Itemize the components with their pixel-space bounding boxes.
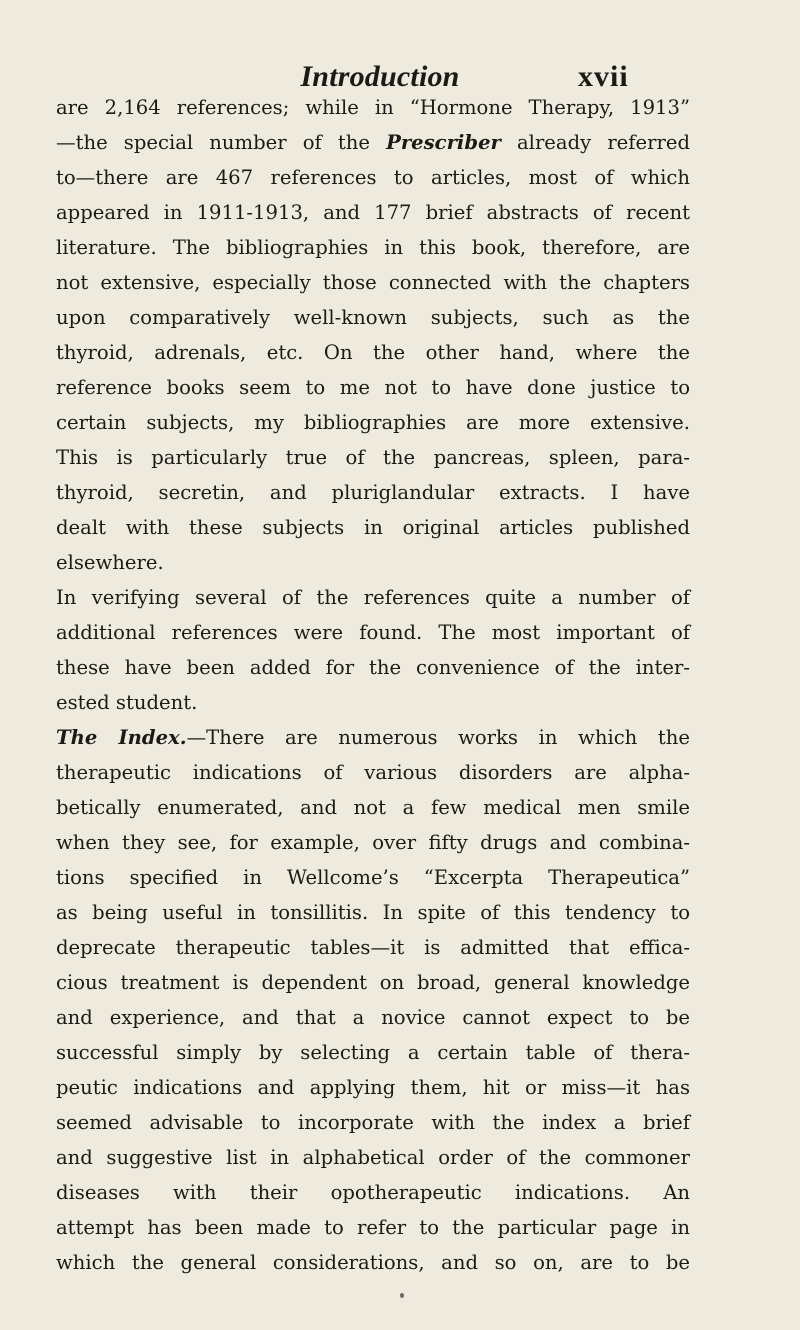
text-line: In verifying several of the references quite a number of	[56, 586, 690, 609]
text-line: therapeutic indications of various disorders are alpha-	[56, 761, 690, 784]
text-line: not extensive, especially those connected with the chapters	[56, 271, 690, 294]
text-line: which the general considerations, and so on, are to be	[56, 1251, 690, 1274]
text-line	[56, 720, 690, 755]
text-line: This is particularly true of the pancreas, spleen, para-	[56, 446, 690, 469]
text-line: cious treatment is dependent on broad, general knowledge	[56, 971, 690, 994]
text-line: as being useful in tonsillitis. In spite of this tendency to	[56, 901, 690, 924]
text-line: elsewhere.	[56, 551, 164, 574]
text-line: attempt has been made to refer to the particular page in	[56, 1216, 690, 1239]
signature-mark	[400, 1293, 404, 1298]
text-line: are 2,164 references; while in “Hormone Therapy, 1913”	[56, 96, 690, 119]
text-span: —There are numerous works in which the	[186, 726, 690, 749]
running-title: Introduction	[300, 60, 460, 93]
page-number: xvii	[578, 60, 629, 93]
text-line: and experience, and that a novice cannot expect to be	[56, 1006, 690, 1029]
text-line: seemed advisable to incorporate with the index a brief	[56, 1111, 690, 1134]
text-line: betically enumerated, and not a few medical men smile	[56, 796, 690, 819]
section-heading: The Index.	[56, 726, 187, 749]
text-line: thyroid, secretin, and pluriglandular extracts. I have	[56, 481, 690, 504]
body-text	[56, 90, 690, 1280]
text-line: certain subjects, my bibliographies are more extensive.	[56, 411, 690, 434]
text-span: already referred	[500, 131, 690, 154]
text-line: peutic indications and applying them, hit or miss—it has	[56, 1076, 690, 1099]
text-line: ested student.	[56, 691, 198, 714]
text-line: and suggestive list in alphabetical order of the commoner	[56, 1146, 690, 1169]
text-line: diseases with their opotherapeutic indications. An	[56, 1181, 690, 1204]
text-line: reference books seem to me not to have done justice to	[56, 376, 690, 399]
text-line: additional references were found. The most important of	[56, 621, 690, 644]
text-line: successful simply by selecting a certain table of thera-	[56, 1041, 690, 1064]
text-line: deprecate therapeutic tables—it is admitted that effica-	[56, 936, 690, 959]
text-line: tions specified in Wellcome’s “Excerpta Therapeutica”	[56, 866, 690, 889]
text-line: thyroid, adrenals, etc. On the other hand, where the	[56, 341, 690, 364]
text-line	[56, 125, 690, 160]
text-line: literature. The bibliographies in this book, therefore, are	[56, 236, 690, 259]
text-line: upon comparatively well-known subjects, such as the	[56, 306, 690, 329]
text-span: —the special number of the	[56, 131, 387, 154]
text-line: when they see, for example, over fifty drugs and combina-	[56, 831, 690, 854]
text-line: these have been added for the convenience of the inter-	[56, 656, 690, 679]
text-line: appeared in 1911-1913, and 177 brief abstracts of recent	[56, 201, 690, 224]
italic-title: Prescriber	[386, 131, 501, 154]
text-line: dealt with these subjects in original articles published	[56, 516, 690, 539]
text-line: to—there are 467 references to articles, most of which	[56, 166, 690, 189]
